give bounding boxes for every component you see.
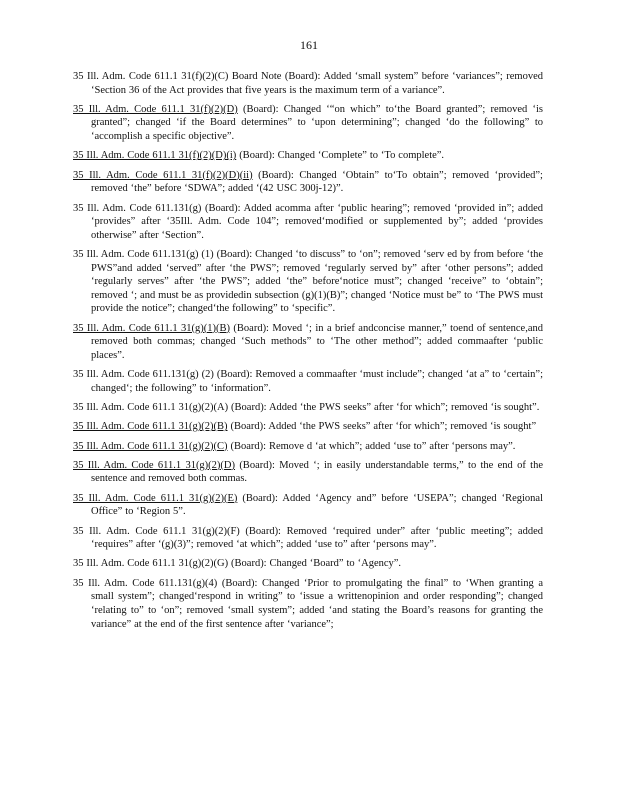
entry-citation: 35 Ill. Adm. Code 611.131(g): [73, 248, 199, 260]
entry-text: (Board): Changed ‘“on which” to‘the Board granted”; removed ‘is granted”; changed ‘if the Board determines” to ‘upon determining”; changed ‘do the following” to ‘accomplish a specific objective”.: [91, 103, 543, 143]
entry-citation: 35 Ill. Adm. Code 611.1 31(g)(2)(B): [73, 421, 228, 433]
amendment-entry: [73, 525, 543, 552]
amendment-entry: [73, 70, 543, 97]
entry-citation: 35 Ill. Adm. Code 611.1 31(g)(2)(A): [73, 401, 229, 413]
entry-citation: 35 Ill. Adm. Code 611.131(g): [73, 369, 199, 381]
entry-citation: 35 Ill. Adm. Code 611.1 31(f)(2)(C): [73, 71, 229, 82]
page-number: 161: [300, 38, 318, 52]
entry-text: (1) (Board): Changed ‘to discuss” to ‘on”; removed ‘serv ed by from before ‘the PWS”and added ‘served” after ‘the PWS”; removed ‘regularly served by” after ‘other persons”; added ‘regularly serves” after ‘the PWS”; added ‘the” before‘notice must”; changed ‘receive” to ‘obtain”; removed ‘; and must be as providedin subsection (g)(1)(B)”; changed ‘Notice must be” to ‘The PWS must provide the notice”; changed‘the following” to ‘specific”.: [91, 248, 543, 315]
amendment-entry: [73, 459, 543, 486]
amendment-entry: [73, 103, 543, 144]
amendment-entry: [73, 202, 543, 243]
entry-citation: 35 Ill. Adm. Code 611.1 31(f)(2)(D): [73, 103, 238, 115]
amendment-entry: [73, 401, 543, 415]
amendment-entry: [73, 492, 543, 519]
amendment-entry: [73, 577, 543, 631]
entry-citation: 35 Ill. Adm. Code 611.1 31(g)(2)(F): [73, 525, 240, 537]
entry-citation: 35 Ill. Adm. Code 611.1 31(g)(2)(G): [73, 558, 229, 570]
entry-text: (Board): Removed ‘required under” after ‘public meeting”; added ‘requires” after ‘(g)(3)”; removed ‘at which”; added ‘use to” after ‘persons may”.: [91, 525, 543, 551]
entry-text: (Board): Changed ‘Obtain” to‘To obtain”; removed ‘provided”; removed ‘the” before ‘SDWA”; added ‘(42 USC 300j-12)”.: [91, 169, 543, 195]
entry-citation: 35 Ill. Adm. Code 611.131(g)(4): [73, 577, 218, 589]
amendment-entry: [73, 149, 543, 163]
entry-text: (Board): Changed ‘Board” to ‘Agency”.: [231, 558, 402, 570]
entry-text: (Board): Added acomma after ‘public hearing”; removed ‘provided in”; added ‘provides” after ‘35Ill. Adm. Code 104”; removed‘modified or supplemented by”; added ‘provides otherwise” after ‘Section”.: [91, 202, 543, 241]
amendment-entry: [73, 557, 543, 571]
entry-citation: 35 Ill. Adm. Code 611.131(g): [73, 202, 202, 214]
entry-citation: 35 Ill. Adm. Code 611.1 31(f)(2)(D)(i): [73, 150, 237, 162]
entry-text: (Board): Added ‘Agency and” before ‘USEPA”; changed ‘Regional Office” to ‘Region 5”.: [91, 492, 543, 518]
entry-text: (Board): Added ‘the PWS seeks” after ‘for which”; removed ‘is sought”.: [231, 401, 540, 413]
entry-text: (Board): Moved ‘; in easily understandable terms,” to the end of the sentence and removed both commas.: [91, 459, 543, 485]
entry-text: (Board): Added ‘the PWS seeks” after ‘for which”; removed ‘is sought”: [230, 421, 537, 433]
entry-text: (Board): Moved ‘; in a brief andconcise manner,” toend of sentence,and removed both commas; changed ‘Such methods” to ‘The other method”; added commaafter ‘public places”.: [91, 322, 543, 361]
entry-citation: 35 Ill. Adm. Code 611.1 31(g)(2)(E): [73, 492, 238, 504]
entry-citation: 35 Ill. Adm. Code 611.1 31(g)(1)(B): [73, 322, 230, 334]
entry-citation: 35 Ill. Adm. Code 611.1 31(g)(2)(C): [73, 440, 228, 452]
entry-text: Board Note (Board): Added ‘small system” before ‘variances”; removed ‘Section 36 of the Act provides that five years is the maximum term of a variance”.: [91, 71, 543, 96]
entry-text: (Board): Changed ‘Complete” to ‘To complete”.: [239, 150, 445, 162]
entry-text: (2) (Board): Removed a commaafter ‘must include”; changed ‘at a” to ‘certain”; changed‘; the following” to ‘information”.: [91, 369, 543, 394]
entry-text: (Board): Changed ‘Prior to promulgating the final” to ‘When granting a small system”; changed‘respond in writing” to ‘issue a writtenopinion and order responding”; changed ‘relating to” to ‘on”; removed ‘small system”; added ‘and stating the Board’s reasons for granting the variance” at the end of the first sentence after ‘variance”;: [91, 577, 543, 630]
entry-text: (Board): Remove d ‘at which”; added ‘use to” after ‘persons may”.: [230, 440, 516, 452]
entry-citation: 35 Ill. Adm. Code 611.1 31(g)(2)(D): [73, 459, 235, 471]
amendment-entry: [73, 248, 543, 316]
amendment-list: [73, 70, 543, 637]
amendment-entry: [73, 322, 543, 363]
amendment-entry: [73, 440, 543, 454]
entry-citation: 35 Ill. Adm. Code 611.1 31(f)(2)(D)(ii): [73, 169, 253, 181]
amendment-entry: [73, 368, 543, 395]
amendment-entry: [73, 420, 543, 434]
amendment-entry: [73, 169, 543, 196]
